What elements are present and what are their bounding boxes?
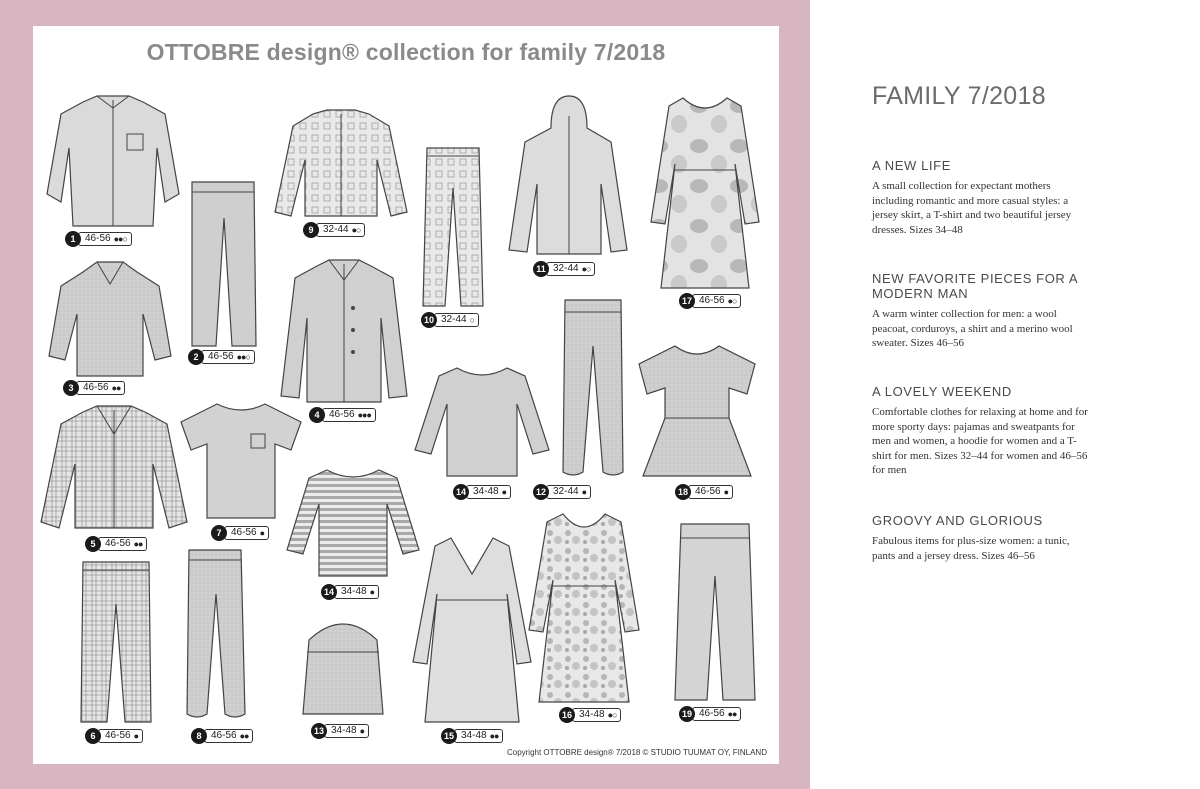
pattern-tag xyxy=(679,707,741,721)
pattern-sizes: 32-44 xyxy=(553,486,579,497)
pattern-tag xyxy=(441,729,503,743)
difficulty-dots: ●● xyxy=(239,731,249,741)
pattern-tag xyxy=(311,724,369,738)
pattern-number: 6 xyxy=(85,728,101,744)
sweatpants-icon xyxy=(183,546,247,724)
pajama-pants-icon xyxy=(79,558,153,726)
pattern-sizes: 46-56 xyxy=(329,409,355,420)
pattern-tag xyxy=(321,585,379,599)
printed-dress-icon xyxy=(649,94,761,290)
section-lovely-weekend xyxy=(872,384,1190,478)
pattern-sizes: 32-44 xyxy=(441,314,467,325)
section-groovy xyxy=(872,513,1190,563)
pattern-tag xyxy=(191,729,253,743)
difficulty-dots: ●● xyxy=(489,731,499,741)
tunic-icon xyxy=(637,342,757,480)
pattern-number: 19 xyxy=(679,706,695,722)
difficulty-dots: ● xyxy=(359,726,365,736)
difficulty-dots: ● xyxy=(723,487,729,497)
difficulty-dots: ●○ xyxy=(351,225,361,235)
difficulty-dots: ● xyxy=(259,528,265,538)
pattern-number: 15 xyxy=(441,728,457,744)
section-modern-man xyxy=(872,271,1190,351)
sweater-icon xyxy=(47,258,173,382)
pattern-tag xyxy=(309,408,376,422)
pattern-sizes: 46-56 xyxy=(208,351,234,362)
section-heading: GROOVY AND GLORIOUS xyxy=(872,513,1043,528)
pattern-number: 5 xyxy=(85,536,101,552)
pattern-tag xyxy=(85,729,143,743)
pattern-sizes: 46-56 xyxy=(231,527,257,538)
difficulty-dots: ● xyxy=(501,487,507,497)
pattern-sizes: 46-56 xyxy=(695,486,721,497)
section-text: A warm winter collection for men: a wool peacoat, corduroys, a shirt and a merino wool sweater. Sizes 46–56 xyxy=(872,308,1073,349)
pattern-sizes: 46-56 xyxy=(85,233,111,244)
pattern-sizes: 34-48 xyxy=(341,586,367,597)
sheet-title: OTTOBRE design® collection for family 7/2018 xyxy=(146,39,666,65)
pajama-shirt-women-icon xyxy=(273,108,409,218)
pattern-tag xyxy=(65,232,132,246)
difficulty-dots: ●●○ xyxy=(113,234,127,244)
shirt-icon xyxy=(45,94,181,230)
difficulty-dots: ●● xyxy=(727,709,737,719)
section-heading: A LOVELY WEEKEND xyxy=(872,384,1012,399)
difficulty-dots: ●●● xyxy=(357,410,371,420)
section-text: A small collection for expectant mothers including romantic and more casual styles: a jersey skirt, a T-shirt and two beautiful jersey dresses. Sizes 34–48 xyxy=(872,180,1072,236)
pattern-number: 7 xyxy=(211,525,227,541)
pattern-sizes: 32-44 xyxy=(323,224,349,235)
pattern-tag xyxy=(533,262,595,276)
section-new-life xyxy=(872,158,1190,237)
pattern-number: 2 xyxy=(188,349,204,365)
wrap-dress-icon xyxy=(411,534,533,726)
pattern-tag xyxy=(188,350,255,364)
difficulty-dots: ● xyxy=(133,731,139,741)
pattern-number: 12 xyxy=(533,484,549,500)
difficulty-dots: ● xyxy=(581,487,587,497)
pattern-number: 11 xyxy=(533,261,549,277)
joggers-icon xyxy=(559,296,627,480)
difficulty-dots: ●○ xyxy=(581,264,591,274)
pattern-tag xyxy=(675,485,733,499)
difficulty-dots: ● xyxy=(369,587,375,597)
pattern-tag xyxy=(679,294,741,308)
pattern-number: 17 xyxy=(679,293,695,309)
section-text: Comfortable clothes for relaxing at home and for more sporty days: pajamas and sweatpants for men and women, a hoodie for women and a T-shirt for men. Sizes 32–44 for women and 46–56 for men xyxy=(872,406,1088,476)
pattern-number: 13 xyxy=(311,723,327,739)
pattern-number: 10 xyxy=(421,312,437,328)
striped-top-icon xyxy=(285,466,421,580)
pattern-number: 3 xyxy=(63,380,79,396)
pattern-tag xyxy=(303,223,365,237)
side-title: FAMILY 7/2018 xyxy=(872,82,1046,110)
trousers-icon xyxy=(188,178,258,350)
pattern-number: 14 xyxy=(453,484,469,500)
pattern-sizes: 34-48 xyxy=(461,730,487,741)
peacoat-icon xyxy=(279,258,409,406)
pattern-number: 8 xyxy=(191,728,207,744)
section-heading: A NEW LIFE xyxy=(872,158,951,173)
pajama-pants-women-icon xyxy=(421,144,485,310)
pattern-number: 4 xyxy=(309,407,325,423)
pattern-sizes: 34-48 xyxy=(473,486,499,497)
pattern-tag xyxy=(211,526,269,540)
pattern-number: 18 xyxy=(675,484,691,500)
difficulty-dots: ○ xyxy=(469,315,475,325)
pajama-shirt-icon xyxy=(39,404,189,532)
wide-pants-icon xyxy=(673,520,757,704)
pattern-tag xyxy=(533,485,591,499)
pattern-sizes: 32-44 xyxy=(553,263,579,274)
top-icon xyxy=(413,364,551,480)
difficulty-dots: ●● xyxy=(111,383,121,393)
skirt-icon xyxy=(299,612,387,720)
pattern-tag xyxy=(559,708,621,722)
pattern-sheet xyxy=(33,26,779,764)
difficulty-dots: ●●○ xyxy=(236,352,250,362)
pattern-number: 1 xyxy=(65,231,81,247)
pattern-sizes: 34-48 xyxy=(579,709,605,720)
pattern-sizes: 46-56 xyxy=(211,730,237,741)
pattern-sizes: 46-56 xyxy=(83,382,109,393)
section-heading: NEW FAVORITE PIECES FOR A MODERN MAN xyxy=(872,271,1078,301)
pattern-sizes: 46-56 xyxy=(699,708,725,719)
pattern-tag xyxy=(63,381,125,395)
difficulty-dots: ●○ xyxy=(727,296,737,306)
difficulty-dots: ●○ xyxy=(607,710,617,720)
pattern-sizes: 46-56 xyxy=(105,730,131,741)
pattern-tag xyxy=(85,537,147,551)
pattern-sizes: 46-56 xyxy=(105,538,131,549)
hoodie-icon xyxy=(507,94,629,258)
section-text: Fabulous items for plus-size women: a tunic, pants and a jersey dress. Sizes 46–56 xyxy=(872,535,1070,562)
pattern-sizes: 46-56 xyxy=(699,295,725,306)
pattern-number: 14 xyxy=(321,584,337,600)
pattern-number: 16 xyxy=(559,707,575,723)
difficulty-dots: ●● xyxy=(133,539,143,549)
pattern-sizes: 34-48 xyxy=(331,725,357,736)
pattern-number: 9 xyxy=(303,222,319,238)
pattern-tag xyxy=(453,485,511,499)
copyright: Copyright OTTOBRE design® 7/2018 © STUDIO TUUMAT OY, FINLAND xyxy=(506,748,767,757)
pattern-tag xyxy=(421,313,479,327)
floral-dress-icon xyxy=(527,510,641,706)
